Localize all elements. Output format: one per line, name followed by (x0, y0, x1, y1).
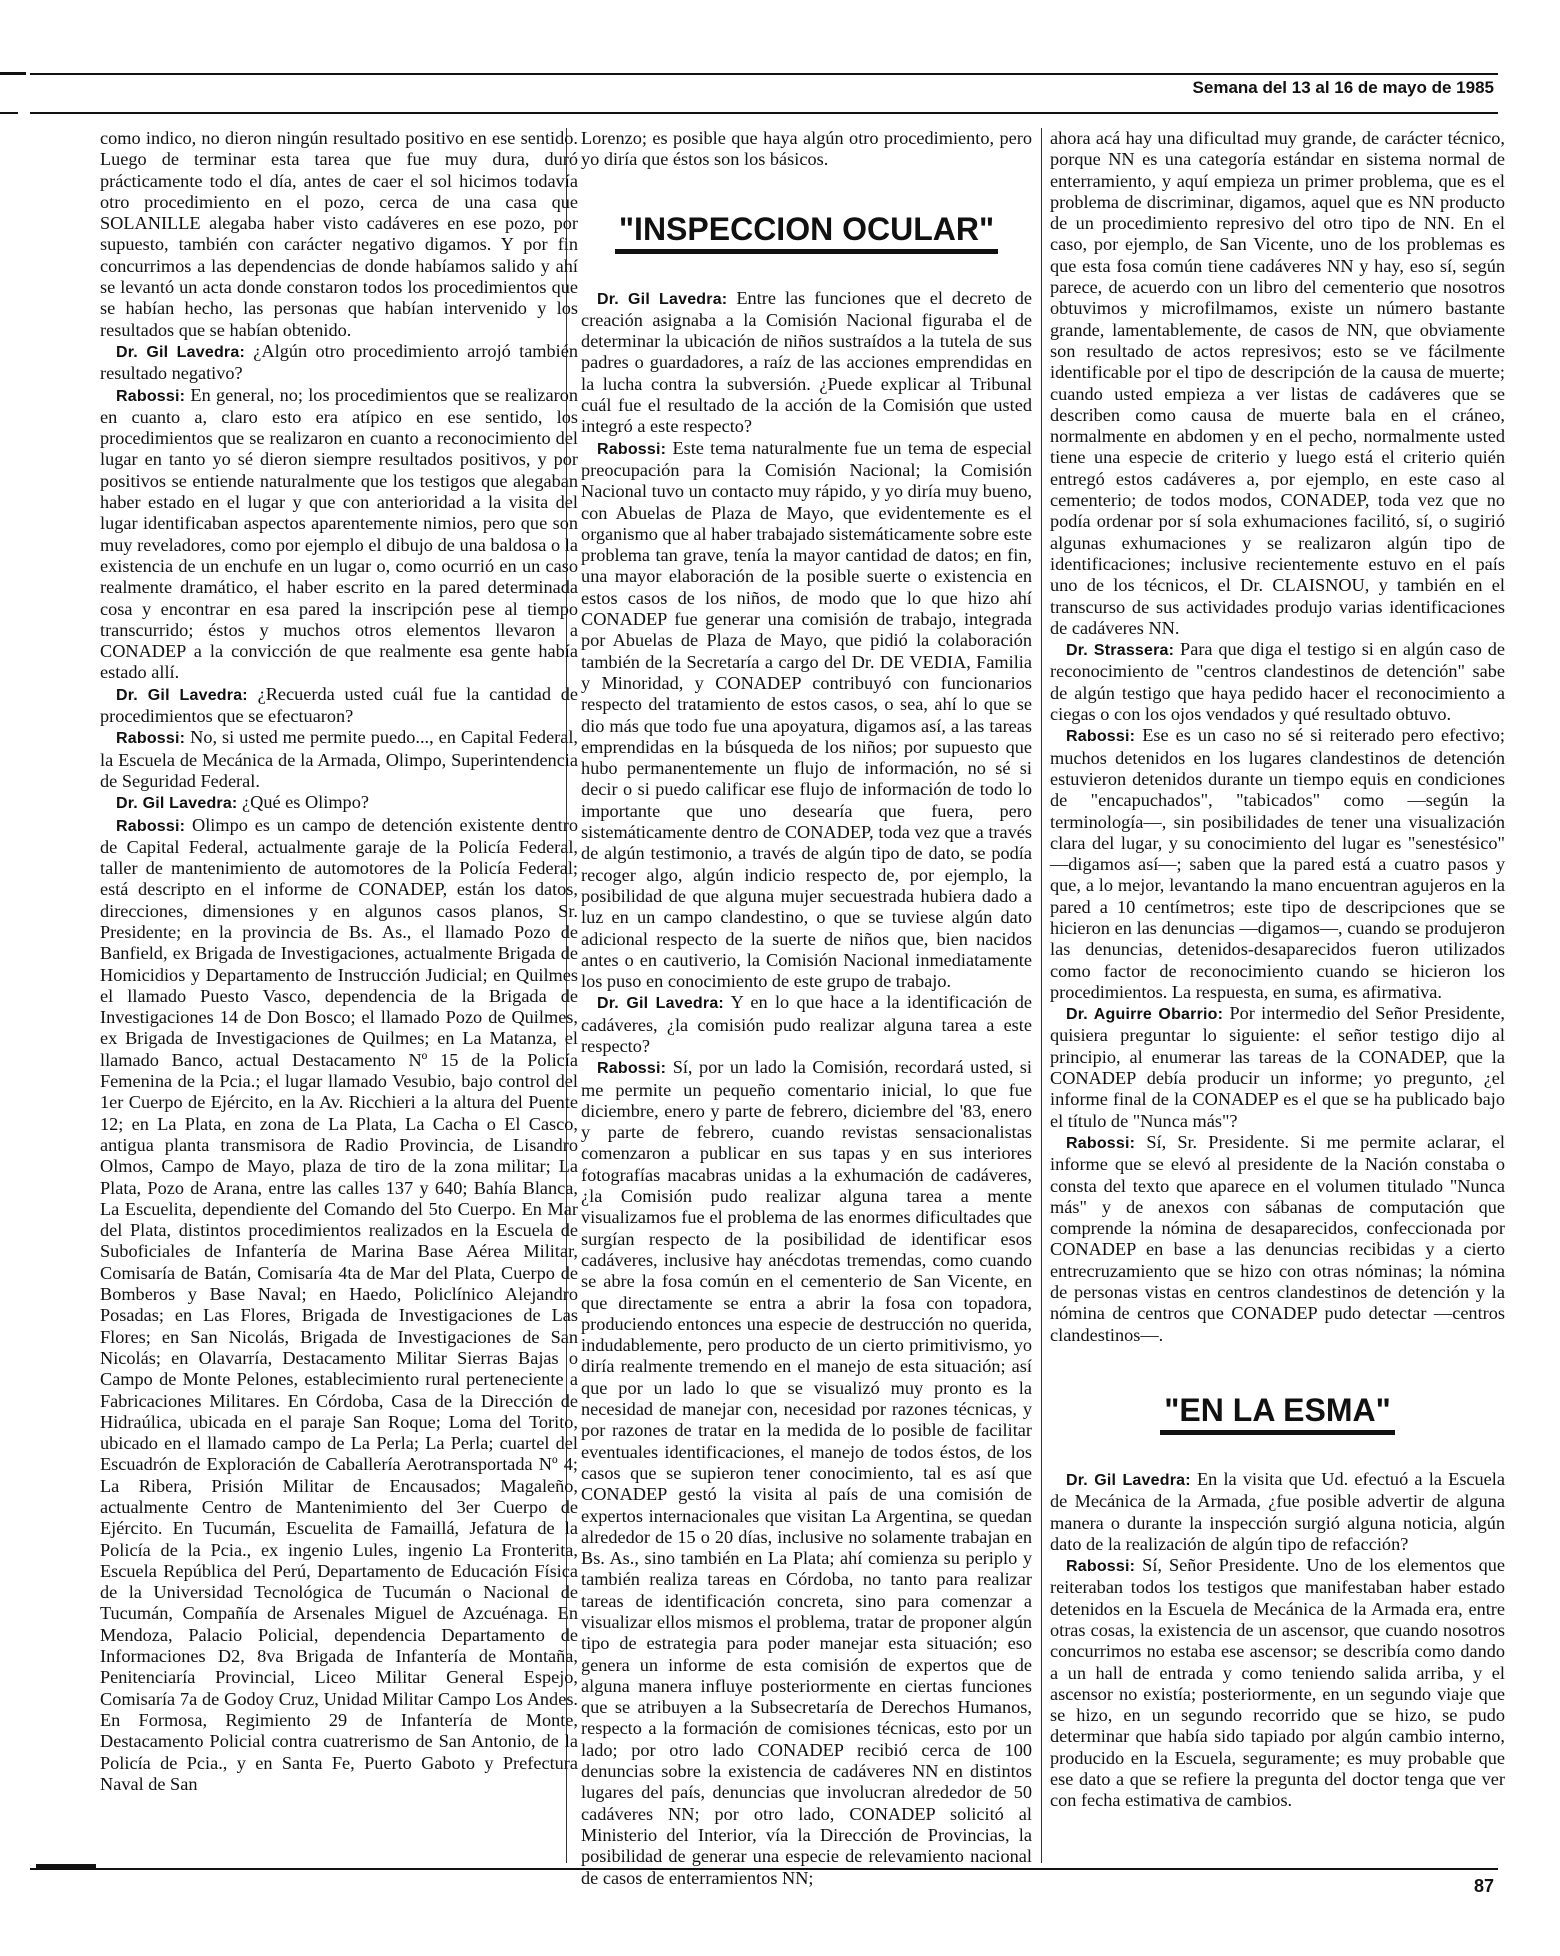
paragraph-text: Y en lo que hace a la identificación de cadáveres, ¿la comisión pudo realizar alguna tarea a este respecto? (581, 992, 1032, 1056)
paragraph: ahora acá hay una dificultad muy grande, de carácter técnico, porque NN es una categoría estándar en sistema normal de enterramiento, y aquí empieza un primer problema, que es el problema de discriminar, digamos, aquel que es NN producto de un procedimiento represivo del otro tipo de NN. En el caso, por ejemplo, de San Vicente, uno de los problemas es que esta fosa común tiene cadáveres NN y hay, eso sí, según parece, de acuerdo con un libro del cementerio que nosotros obtuvimos y microfilmamos, existe un número bastante grande, lamentablemente, de casos de NN, que obviamente son resultado de actos represivos; esto se ve fácilmente identificable por el tipo de descripción de la causa de muerte; cuando usted empieza a ver listas de cadáveres que se describen como causa de muerte bala en el cráneo, normalmente en abdomen y en el pecho, normalmente usted tiene una especie de criterio y luego está el criterio quién entregó estos cadáveres a, por ejemplo, en este caso al cementerio; de todos modos, CONADEP, toda vez que no podía ordenar por sí sola exhumaciones facilitó, sí, o sugirió algunas exhumaciones y se realizaron algún tipo de identificaciones; inclusive recientemente estuvo en el país uno de los técnicos, el Dr. CLAISNOU, y también en el transcurso de sus actividades produjo varias identificaciones de cadáveres NN. (1050, 128, 1505, 638)
paragraph-text: Ese es un caso no sé si reiterado pero efectivo; muchos detenidos en los lugares clandestinos de detención estuvieron detenidos durante un tiempo equis en condiciones de "encapuchados", "tabicados" como —según la terminología—, sin posibilidades de tener una visualización clara del lugar, y su conocimiento del lugar es "senestésico" —digamos así—; saben que la pared está a cuatro pasos y que, a lo mejor, levantando la mano encuentran agujeros en la pared a 10 centímetros; este tipo de descripciones que se hicieron en las denuncias —digamos—, cuando se produjeron las denuncias, detenidos-desaparecidos fueron utilizados como factor de reconocimiento cuando se hicieron los procedimientos. La respuesta, en suma, es afirmativa. (1050, 725, 1505, 1002)
speaker-label: Dr. Gil Lavedra: (597, 290, 728, 308)
paragraph-text: Sí, por un lado la Comisión, recordará usted, si me permite un pequeño comentario inicial, lo que fue diciembre, enero y parte de febrero, diciembre del '83, enero y parte de febrero, cuando revistas sensacionalistas comenzaron a publicar en sus tapas y en sus interiores fotografías macabras unidas a la exhumación de cadáveres, ¿la Comisión pudo realizar alguna tarea a mente visualizamos fue el problema de las enormes dificultades que surgían respecto de la posibilidad de identificar esos cadáveres, inclusive hay anécdotas tremendas, como cuando se abre la fosa común en el cementerio de San Vicente, en que directamente se entra a abrir la fosa con topadora, produciendo entonces una especie de destrucción no querida, indudablemente, pero producto de un cierto primitivismo, yo diría realmente tremendo en el manejo de esta situación; así que por un lado lo que se visualizó muy pronto es la necesidad de manejar con, necesidad por razones técnicas, y por razones de tratar en la medida de lo posible de facilitar eventuales identificaciones, el manejo de todos éstos, de los casos que se supieron tener conocimiento, tal es así que CONADEP gestó la visita al país de una comisión de expertos internacionales que visitan La Argentina, se quedan alrededor de 15 o 20 días, inclusive no solamente trabajan en Bs. As., sino también en La Plata; ahí comienza su periplo y también realiza tareas en Córdoba, no tanto para realizar tareas de identificación concreta, sino para comenzar a visualizar ellos mismos el problema, tratar de proponer algún tipo de estrategia para poder manejar esta situación; eso genera un informe de esta comisión de expertos que de alguna manera influye posteriormente en ciertas funciones que se atribuyen a la Subsecretaría de Derechos Humanos, respecto a la formación de comisiones técnicas, esto por un lado; por otro lado CONADEP recibió cerca de 100 denuncias sobre la existencia de cadáveres NN en distintos lugares del país, denuncias que involucran alrededor de 50 cadáveres NN; por otro lado, CONADEP solicitó al Ministerio del Interior, vía la Dirección de Provincias, la posibilidad de generar una especie de relevamiento nacional de casos de enterramientos NN; (581, 1057, 1032, 1888)
text-column-1 (100, 128, 578, 1795)
speaker-label: Rabossi: (116, 730, 186, 748)
section-heading-text: "INSPECCION OCULAR" (615, 211, 998, 254)
text-column-2 (581, 128, 1032, 1889)
header-date: Semana del 13 al 16 de mayo de 1985 (1192, 78, 1494, 97)
paragraph-text: Sí, Sr. Presidente. Si me permite aclarar, el informe que se elevó al presidente de la Nación constaba o consta del texto que aparece en el volumen titulado "Nunca más" y de anexos con sábanas de computación que comprende la nómina de desaparecidos, confeccionada por CONADEP en base a las denuncias recibidas y a cierto entrecruzamiento que se hizo con otras nóminas; la nómina de personas vistas en centros clandestinos de detención y la nómina de centros que CONADEP pudo detectar —centros clandestinos—. (1050, 1131, 1505, 1345)
header-rule (30, 73, 1498, 75)
paragraph (100, 385, 578, 684)
paragraph-text: ¿Recuerda usted cuál fue la cantidad de procedimientos que se efectuaron? (100, 683, 579, 727)
paragraph-text: Este tema naturalmente fue un tema de especial preocupación para la Comisión Nacional; la Comisión Nacional tuvo un contacto muy rápido, y yo diría muy bueno, con Abuelas de Plaza de Mayo, que evidentemente es el organismo que al haber trabajado sistemáticamente sobre este problema tan grave, tenía la mayor cantidad de datos; en fin, una mayor elaboración de la posible suerte o existencia en estos casos de los niños, de modo que lo que hizo ahí CONADEP fue generar una comisión de trabajo, integrada por Abuelas de Plaza de Mayo, que pidió la colaboración también de la Secretaría a cargo del Dr. DE VEDIA, Familia y Minoridad, y CONADEP contribuyó con funcionarios respecto del tratamiento de estos casos, o sea, ahí lo que se dio más que todo fue una apoyatura, digamos así, a las tareas emprendidas en la búsqueda de los niños; por supuesto que hubo permanentemente un flujo de información, no sé si decir o si puedo calificar ese flujo de información de todo lo importante que uno desearía que fuera, pero sistemáticamente dentro de CONADEP, toda vez que a través de algún testimonio, a través de algún tipo de dato, se podía recoger algo, algún indicio respecto de, por ejemplo, la posibilidad de que alguna mujer secuestrada hubiera dado a luz en un campo clandestino, o que se tuviese algún dato adicional respecto de la suerte de niños que, bien nacidos antes o en cautiverio, la Comisión Nacional inmediatamente los puso en conocimiento de este grupo de trabajo. (581, 437, 1032, 992)
speaker-label: Dr. Gil Lavedra: (116, 343, 245, 361)
paragraph (1050, 1555, 1505, 1812)
edge-mark (0, 72, 26, 75)
column-divider (1041, 128, 1042, 1863)
paragraph (581, 992, 1032, 1057)
paragraph (1050, 1003, 1505, 1132)
paragraph-text: En la visita que Ud. efectuó a la Escuela de Mecánica de la Armada, ¿fue posible advertir de alguna manera o durante la inspección surgió alguna noticia, algún dato de la realización de algún tipo de refacción? (1050, 1468, 1505, 1554)
paragraph (1050, 1132, 1505, 1346)
speaker-label: Rabossi: (116, 387, 186, 405)
section-heading-inspeccion (581, 211, 1032, 254)
paragraph (100, 792, 578, 814)
paragraph: Lorenzo; es posible que haya algún otro procedimiento, pero yo diría que éstos son los básicos. (581, 128, 1032, 170)
paragraph-text: No, si usted me permite puedo..., en Capital Federal, la Escuela de Mecánica de la Armada, Olimpo, Superintendencia de Seguridad Federal. (100, 727, 578, 791)
speaker-label: Rabossi: (597, 1060, 667, 1078)
header-rule-lower (30, 112, 1498, 114)
speaker-label: Dr. Gil Lavedra: (597, 995, 724, 1013)
paragraph (581, 438, 1032, 993)
speaker-label: Rabossi: (1066, 728, 1136, 746)
section-heading-text: "EN LA ESMA" (1160, 1392, 1395, 1435)
section-heading-esma (1050, 1392, 1505, 1435)
paragraph (100, 341, 578, 385)
paragraph-text: Para que diga el testigo si en algún caso de reconocimiento de "centros clandestinos de detención" sabe de algún testigo que haya pedido hacer el reconocimiento a ciegas o con los ojos vendados y qué resultado obtuvo. (1050, 639, 1505, 725)
speaker-label: Dr. Gil Lavedra: (116, 795, 238, 813)
paragraph (1050, 725, 1505, 1003)
speaker-label: Rabossi: (1066, 1134, 1136, 1152)
speaker-label: Rabossi: (597, 440, 667, 458)
paragraph-text: ¿Qué es Olimpo? (237, 792, 369, 813)
paragraph-text: Entre las funciones que el decreto de creación asignaba a la Comisión Nacional figuraba el de determinar la ubicación de niños sustraídos a la tutela de sus padres o guardadores, a raíz de las acciones emprendidas en la lucha contra la subversión. ¿Puede explicar al Tribunal cuál fue el resultado de la acción de la Comisión que usted integró a este respecto? (581, 287, 1032, 437)
speaker-label: Dr. Gil Lavedra: (1066, 1471, 1191, 1489)
paragraph: como indico, no dieron ningún resultado positivo en ese sentido. Luego de terminar esta tarea que fue muy dura, duró prácticamente todo el día, antes de caer el sol hicimos todavía otro procedimiento en el pozo, cerca de una casa que SOLANILLE alegaba haber visto cadáveres en ese pozo, por supuesto, también con carácter negativo digamos. Y por fin concurrimos a las dependencias de donde habíamos salido y ahí se levantó un acta donde constaron todos los procedimientos que se habían hecho, las personas que habían intervenido y los resultados que se habían obtenido. (100, 128, 578, 340)
speaker-label: Dr. Aguirre Obarrio: (1066, 1006, 1224, 1024)
paragraph-text: Por intermedio del Señor Presidente, quisiera preguntar lo siguiente: el señor testigo dijo al principio, al enumerar las tareas de la CONADEP, que la CONADEP debía producir un informe; yo pregunto, ¿el informe final de la CONADEP es el que se ha publicado bajo el título de "Nunca más"? (1050, 1003, 1505, 1131)
paragraph (1050, 1469, 1505, 1555)
paragraph (100, 684, 578, 728)
paragraph (1050, 639, 1505, 725)
paragraph-text: Olimpo es un campo de detención existente dentro de Capital Federal, actualmente garaje de la Policía Federal, taller de mantenimiento de automotores de la Policía Federal; está descripto en el informe de CONADEP, están los datos, direcciones, dimensiones y en algunos casos planos, Sr. Presidente; en la provincia de Bs. As., el llamado Pozo de Banfield, ex Brigada de Investigaciones, actualmente Brigada de Homicidios y Departamento de Instrucción Judicial; en Quilmes el llamado Puesto Vasco, dependencia de la Brigada de Investigaciones 14 de Don Bosco; el llamado Pozo de Quilmes, ex Brigada de Investigaciones de Quilmes; en La Matanza, el llamado Banco, actual Destacamento Nº 15 de la Policía Femenina de la Pcia.; el lugar llamado Vesubio, bajo control del 1er Cuerpo de Ejército, en la Av. Ricchieri a la altura del Puente 12; en La Plata, en zona de La Plata, La Cacha o El Casco, antigua planta transmisora de Radio Provincia, de Lisandro Olmos, Campo de Mayo, plaza de tiro de la zona militar; La Plata, Pozo de Arana, entre las calles 137 y 640; Bahía Blanca, La Escuelita, dependiente del Comando del 5to Cuerpo. En Mar del Plata, distintos procedimientos realizados en la Escuela de Suboficiales de Infantería de Marina Base Aérea Militar, Comisaría de Batán, Comisaría 4ta de Mar del Plata, Cuerpo de Bomberos y Base Naval; en Haedo, Policlínico Alejandro Posadas; en Las Flores, Brigada de Investigaciones de Las Flores; en San Nicolás, Brigada de Investigaciones de San Nicolás; en Olavarría, Destacamento Militar Sierras Bajas o Campo de Monte Pelones, establecimiento rural perteneciente a Fabricaciones Militares. En Córdoba, Casa de la Dirección de Hidraúlica, ubicada en el paraje San Roque; Loma del Torito, ubicado en el llamado campo de La Perla; La Perla; cuartel del Escuadrón de Exploración de Caballería Aerotransportada Nº 4; La Ribera, Prisión Militar de Encausados; Magaleño, actualmente Centro de Mantenimiento del 3er Cuerpo de Ejército. En Tucumán, Escuelita de Famaillá, Jefatura de la Policía de la Pcia., ex ingenio Lules, ingenio La Fronterita, Escuela República del Perú, Departamento de Educación Física de la Universidad Tecnológica de Tucumán o Nacional de Tucumán, Compañía de Arsenales Miguel de Azcuénaga. En Mendoza, Palacio Policial, dependencia Departamento de Informaciones D2, 8va Brigada de Infantería de Montaña, Penitenciaría Provincial, Liceo Militar General Espejo, Comisaría 7a de Godoy Cruz, Unidad Militar Campo Los Andes. En Formosa, Regimiento 29 de Infantería de Monte, Destacamento Policial contra cuatrerismo de San Antonio, de la Policía de Pcia., y en Santa Fe, Puerto Gaboto y Prefectura Naval de San (100, 814, 578, 1794)
paragraph (581, 288, 1032, 438)
text-column-3 (1050, 128, 1505, 1812)
paragraph-text: Sí, Señor Presidente. Uno de los elementos que reiteraban todos los testigos que manifestaban haber estado detenidos en la Escuela de Mecánica de la Armada era, entre otras cosas, la existencia de un ascensor, que cuando nosotros concurrimos no estaba ese ascensor; se describía como dando a un hall de entrada y como teniendo salida arriba, y el ascensor no existía; posteriormente, en un segundo viaje que se hizo, en un segundo recorrido que se hizo, se pudo determinar que había sido tapiado por algún cambio interno, producido en la Escuela, seguramente; es muy probable que ese dato a que se refiere la pregunta del doctor tenga que ver con fecha estimativa de cambios. (1050, 1555, 1505, 1811)
speaker-label: Dr. Strassera: (1066, 642, 1175, 660)
speaker-label: Rabossi: (116, 817, 186, 835)
speaker-label: Rabossi: (1066, 1558, 1136, 1576)
paragraph (100, 727, 578, 792)
page-number: 87 (1473, 1876, 1494, 1896)
paragraph (581, 1057, 1032, 1889)
footer-rule (30, 1868, 1498, 1870)
edge-mark (0, 112, 18, 114)
speaker-label: Dr. Gil Lavedra: (116, 686, 248, 704)
paragraph-text: En general, no; los procedimientos que se realizaron en cuanto a, claro esto era atípico en ese sentido, los procedimientos que se realizaron en cuanto a reconocimiento del lugar en tanto yo sé dieron siempre resultados positivos, y por positivos se entiende naturalmente que los testigos que alegaban haber estado en el lugar y que con anterioridad a la visita del lugar identificaban aspectos aparentemente nimios, pero que son muy reveladores, como por ejemplo el dibujo de una baldosa o la existencia de un enchufe en un lugar o, como ocurrió en un caso realmente dramático, el haber escrito en la pared determinada cosa y encontrar en esa pared la inscripción pese al tiempo transcurrido; éstos y muchos otros elementos llevaron a CONADEP a la convicción de que realmente esa gente había estado allí. (100, 384, 578, 683)
paragraph (100, 815, 578, 1796)
paragraph-text: ¿Algún otro procedimiento arrojó también resultado negativo? (100, 340, 579, 384)
